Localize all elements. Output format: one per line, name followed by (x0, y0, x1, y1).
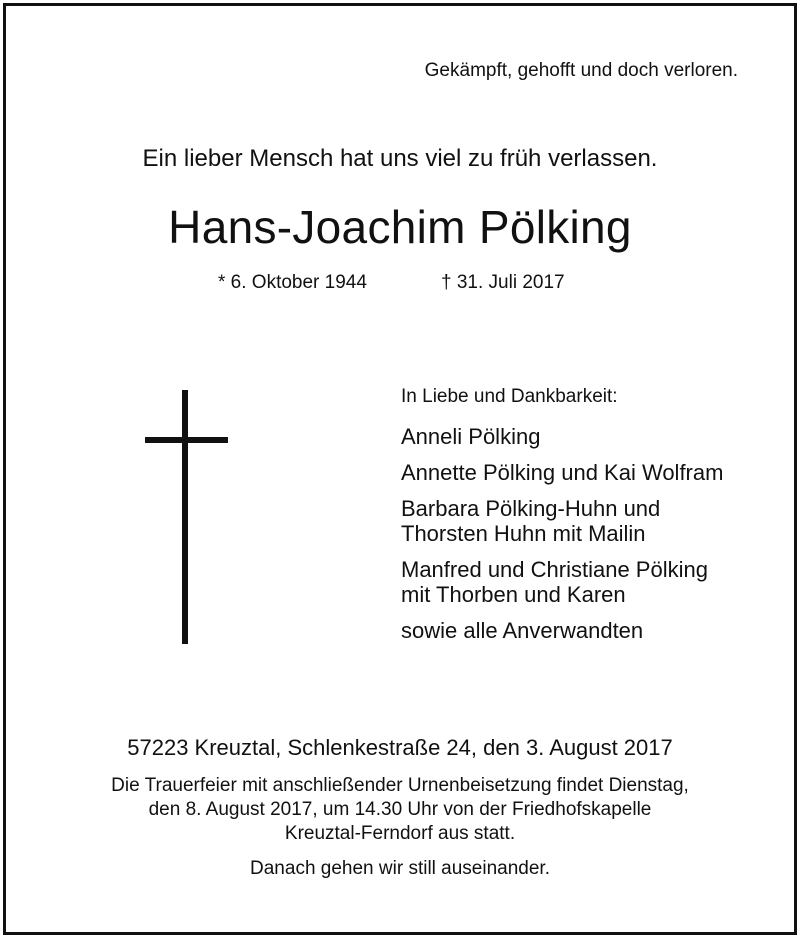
mourner-line: sowie alle Anverwandten (401, 618, 644, 643)
intro-line: Ein lieber Mensch hat uns viel zu früh verlassen. (142, 145, 658, 172)
birth-date: * 6. Oktober 1944 (218, 272, 367, 293)
mourner-entry (401, 496, 723, 546)
mourner-entry (401, 460, 723, 485)
closing-line: Danach gehen wir still auseinander. (250, 858, 550, 879)
death-date: † 31. Juli 2017 (441, 272, 565, 293)
service-line: Kreuztal-Ferndorf aus statt. (284, 823, 516, 844)
service-details (0, 774, 800, 846)
mourner-entry (401, 424, 723, 449)
mourner-line: Annette Pölking und Kai Wolfram (401, 460, 724, 485)
deceased-name: Hans-Joachim Pölking (168, 201, 632, 253)
motto: Gekämpft, gehofft und doch verloren. (424, 60, 738, 81)
mourner-line: Manfred und Christiane Pölking (401, 557, 708, 582)
mourner-line: mit Thorben und Karen (401, 582, 626, 607)
mourner-entry (401, 618, 723, 643)
mourner-line: Barbara Pölking-Huhn und (401, 496, 661, 521)
mourner-line: Anneli Pölking (401, 424, 541, 449)
mourners-list (401, 424, 723, 654)
mourners-intro: In Liebe und Dankbarkeit: (401, 386, 618, 407)
service-line: Die Trauerfeier mit anschließender Urnenbeisetzung findet Dienstag, (111, 775, 689, 796)
mourner-entry (401, 557, 723, 607)
cross-icon-bar (145, 437, 228, 443)
mourner-line: Thorsten Huhn mit Mailin (401, 521, 646, 546)
service-line: den 8. August 2017, um 14.30 Uhr von der Friedhofskapelle (148, 799, 652, 820)
cross-icon (182, 390, 188, 644)
address-date: 57223 Kreuztal, Schlenkestraße 24, den 3. August 2017 (127, 735, 673, 760)
